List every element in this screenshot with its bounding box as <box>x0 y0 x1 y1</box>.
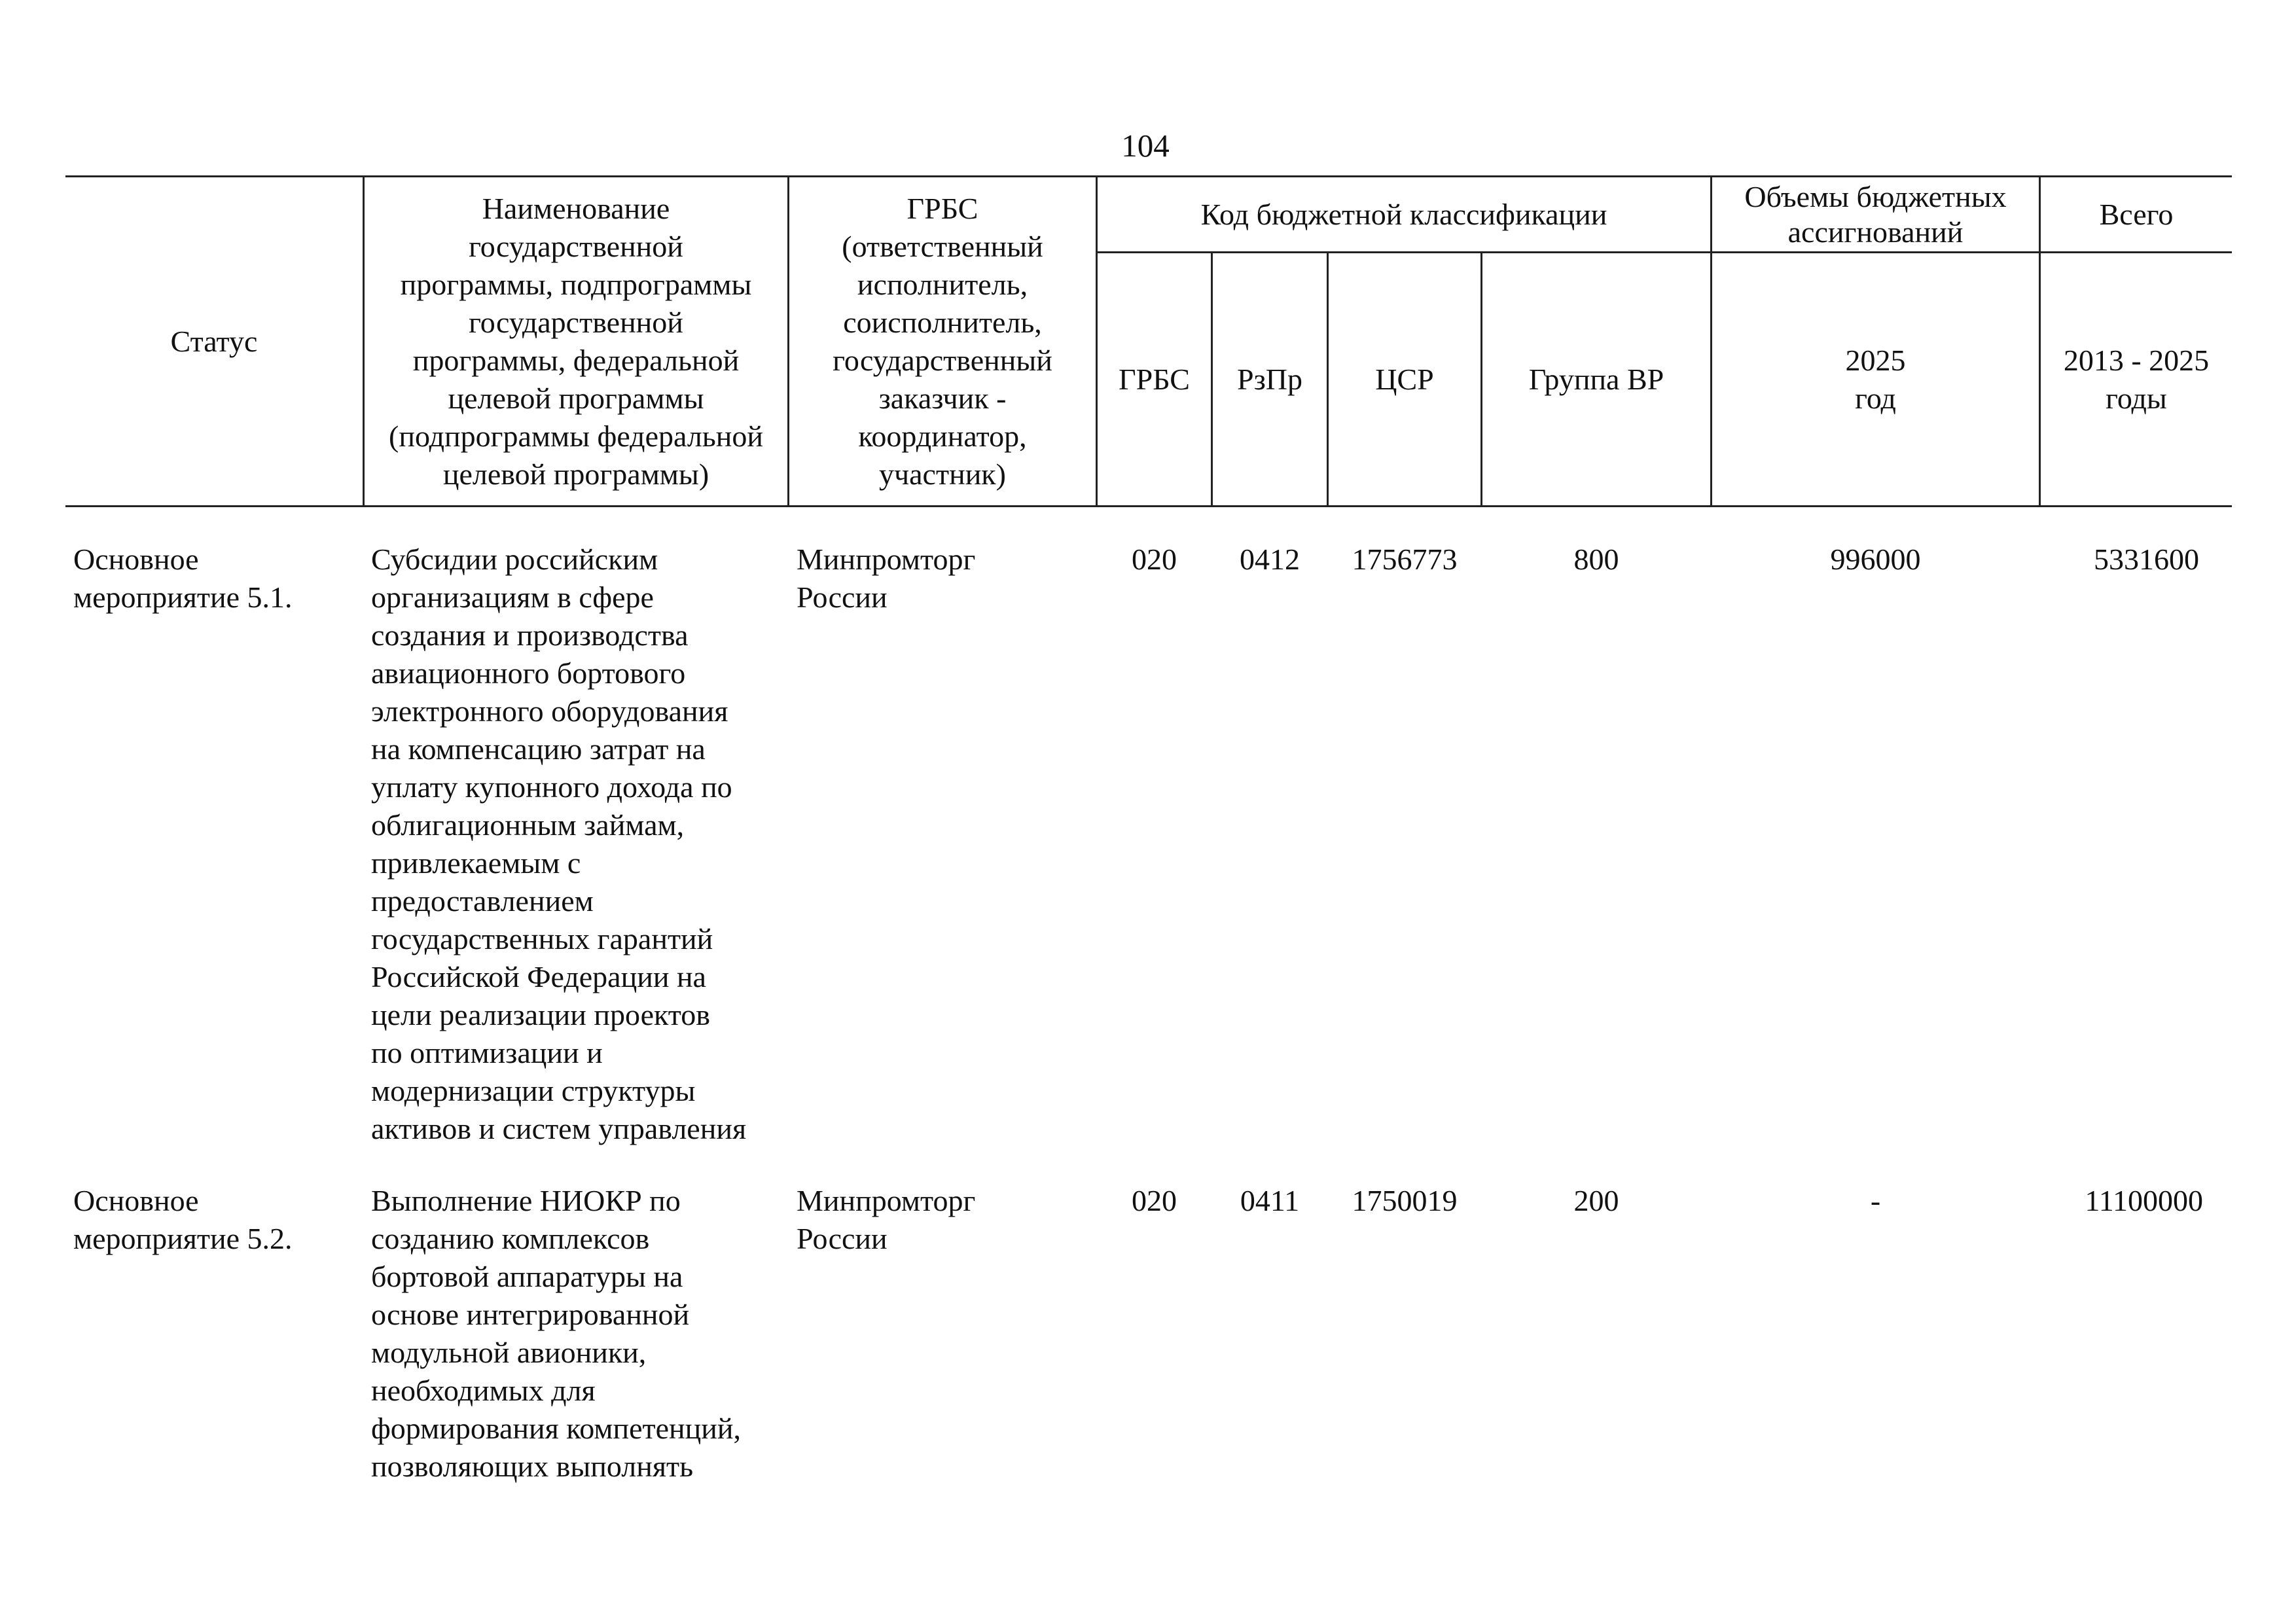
header-responsible: ГРБС (ответственный исполнитель, соисполнитель, государственный заказчик - координатор, участник) <box>833 191 1052 491</box>
header-total: Всего <box>2099 197 2174 231</box>
header-csr: ЦСР <box>1375 362 1434 396</box>
row1-amount-2025: 996000 <box>1830 543 1921 576</box>
header-group-vr: Группа ВР <box>1528 362 1664 396</box>
row2-responsible: Минпромторг России <box>797 1184 976 1255</box>
row1-name: Субсидии российским организациям в сфере создания и производства авиационного бортового электронного оборудования на компенсацию затрат на уплату купонного дохода по облигационным займам, привлекаемым с предоставлением государственных гарантий Российской Федерации на цели реализации проектов по оптимизации и модернизации структуры активов и систем управления <box>371 543 747 1145</box>
page-number: 104 <box>1121 128 1170 164</box>
row1-grbs: 020 <box>1132 543 1177 576</box>
row2-total: 11100000 <box>2085 1184 2203 1217</box>
header-budget-code: Код бюджетной классификации <box>1200 197 1607 231</box>
row2-rzpr: 0411 <box>1240 1184 1300 1217</box>
row1-total: 5331600 <box>2094 543 2199 576</box>
row2-status: Основное мероприятие 5.2. <box>73 1184 293 1255</box>
row2-group-vr: 200 <box>1573 1184 1619 1217</box>
header-rzpr: РзПр <box>1237 362 1302 396</box>
header-status: Статус <box>170 324 258 358</box>
row1-rzpr: 0412 <box>1240 543 1300 576</box>
header-bottom-border <box>65 505 2232 507</box>
row1-status: Основное мероприятие 5.1. <box>73 543 293 614</box>
row2-name: Выполнение НИОКР по созданию комплексов бортовой аппаратуры на основе интегрированной модульной авионики, необходимых для формирования компетенций, позволяющих выполнять <box>371 1184 742 1483</box>
row2-grbs: 020 <box>1132 1184 1177 1217</box>
header-years-total: 2013 - 2025 годы <box>2063 343 2210 415</box>
row2-amount-2025: - <box>1870 1184 1881 1217</box>
row1-group-vr: 800 <box>1573 543 1619 576</box>
row1-csr: 1756773 <box>1352 543 1458 576</box>
header-year-2025: 2025 год <box>1845 343 1906 415</box>
row1-responsible: Минпромторг России <box>797 543 976 614</box>
header-grbs: ГРБС <box>1119 362 1190 396</box>
row2-csr: 1750019 <box>1352 1184 1458 1217</box>
header-allocations: Объемы бюджетных ассигнований <box>1744 179 2007 249</box>
header-program-name: Наименование государственной программы, подпрограммы государственной программы, федеральной целевой программы (подпрограммы федеральной целевой программы) <box>389 191 763 491</box>
